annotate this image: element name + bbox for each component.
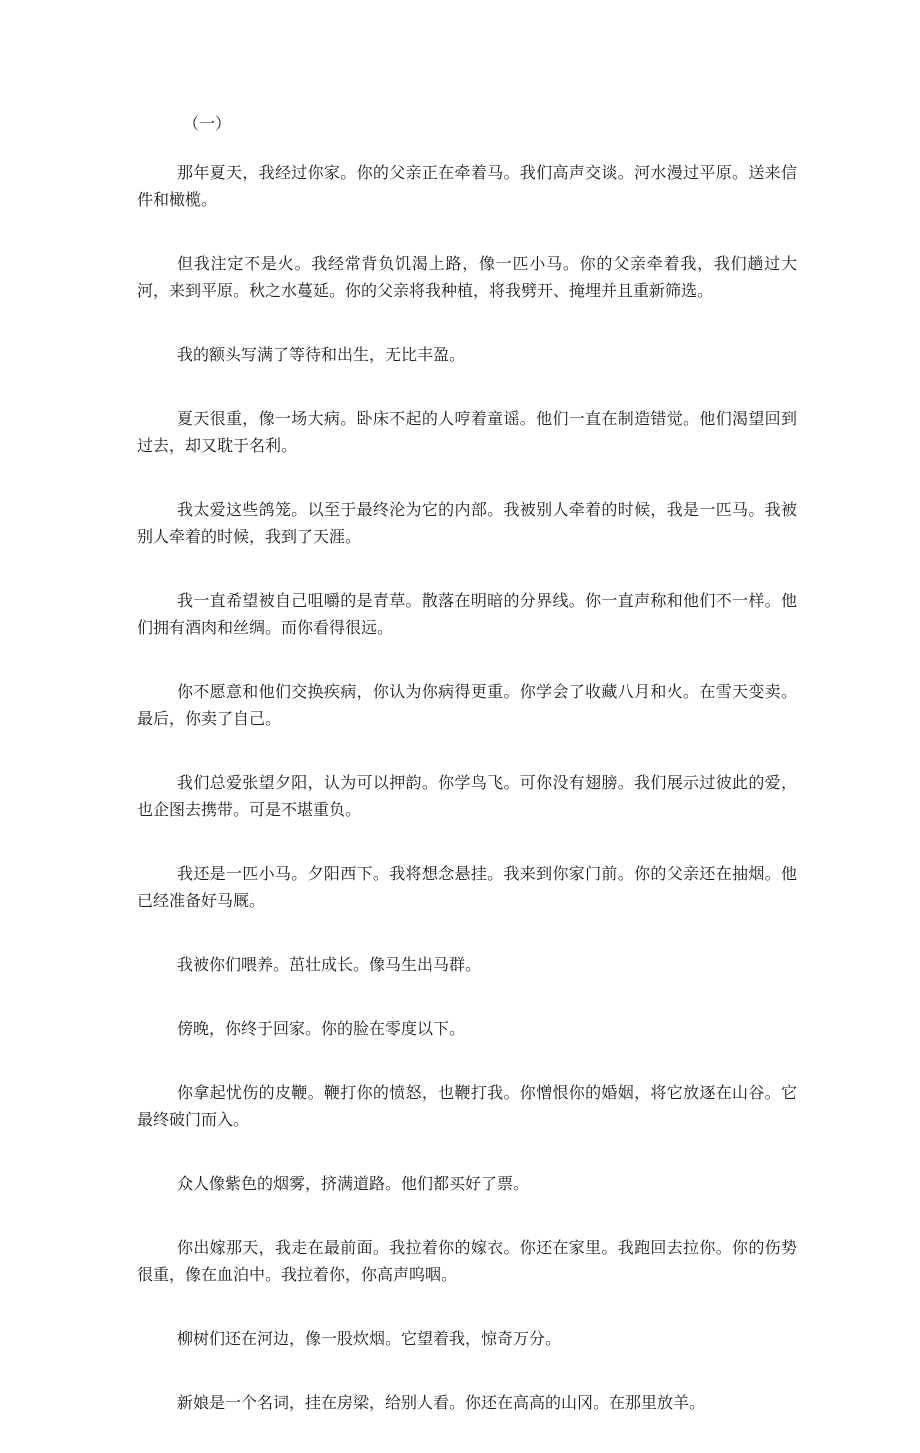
paragraph-14: 你出嫁那天，我走在最前面。我拉着你的嫁衣。你还在家里。我跑回去拉你。你的伤势很重，像在血泊中。我拉着你，你高声呜咽。: [137, 1238, 797, 1284]
paragraph-7: 你不愿意和他们交换疾病，你认为你病得更重。你学会了收藏八月和火。在雪天变卖。最后，你卖了自己。: [137, 682, 797, 728]
paragraph-12: 你拿起忧伤的皮鞭。鞭打你的愤怒，也鞭打我。你憎恨你的婚姻，将它放逐在山谷。它最终破门而入。: [137, 1083, 797, 1129]
paragraph-10: 我被你们喂养。茁壮成长。像马生出马群。: [177, 955, 482, 974]
paragraph-11: 傍晚，你终于回家。你的脸在零度以下。: [177, 1019, 466, 1038]
paragraph-2: 但我注定不是火。我经常背负饥渴上路，像一匹小马。你的父亲牵着我，我们趟过大河，来到平原。秋之水蔓延。你的父亲将我种植，将我劈开、掩埋并且重新筛选。: [137, 254, 797, 300]
paragraph-1: 那年夏天，我经过你家。你的父亲正在牵着马。我们高声交谈。河水漫过平原。送来信件和橄榄。: [137, 163, 797, 209]
document-page: [137, 112, 797, 1453]
paragraph-13: 众人像紫色的烟雾，挤满道路。他们都买好了票。: [177, 1174, 530, 1193]
paragraph-15: 柳树们还在河边，像一股炊烟。它望着我，惊奇万分。: [177, 1329, 562, 1348]
paragraph-5: 我太爱这些鸽笼。以至于最终沦为它的内部。我被别人牵着的时候，我是一匹马。我被别人牵着的时候，我到了天涯。: [137, 500, 797, 546]
paragraph-8: 我们总爱张望夕阳，认为可以押韵。你学鸟飞。可你没有翅膀。我们展示过彼此的爱，也企图去携带。可是不堪重负。: [137, 773, 797, 819]
paragraph-9: 我还是一匹小马。夕阳西下。我将想念悬挂。我来到你家门前。你的父亲还在抽烟。他已经准备好马厩。: [137, 864, 797, 910]
paragraph-16: 新娘是一个名词，挂在房梁，给别人看。你还在高高的山冈。在那里放羊。: [177, 1393, 706, 1412]
paragraph-6: 我一直希望被自己咀嚼的是青草。散落在明暗的分界线。你一直声称和他们不一样。他们拥有酒肉和丝绸。而你看得很远。: [137, 591, 797, 637]
section-title: （一）: [183, 114, 232, 133]
paragraph-3: 我的额头写满了等待和出生，无比丰盈。: [177, 345, 466, 364]
paragraph-4: 夏天很重，像一场大病。卧床不起的人哼着童谣。他们一直在制造错觉。他们渴望回到过去，却又耽于名利。: [137, 409, 797, 455]
